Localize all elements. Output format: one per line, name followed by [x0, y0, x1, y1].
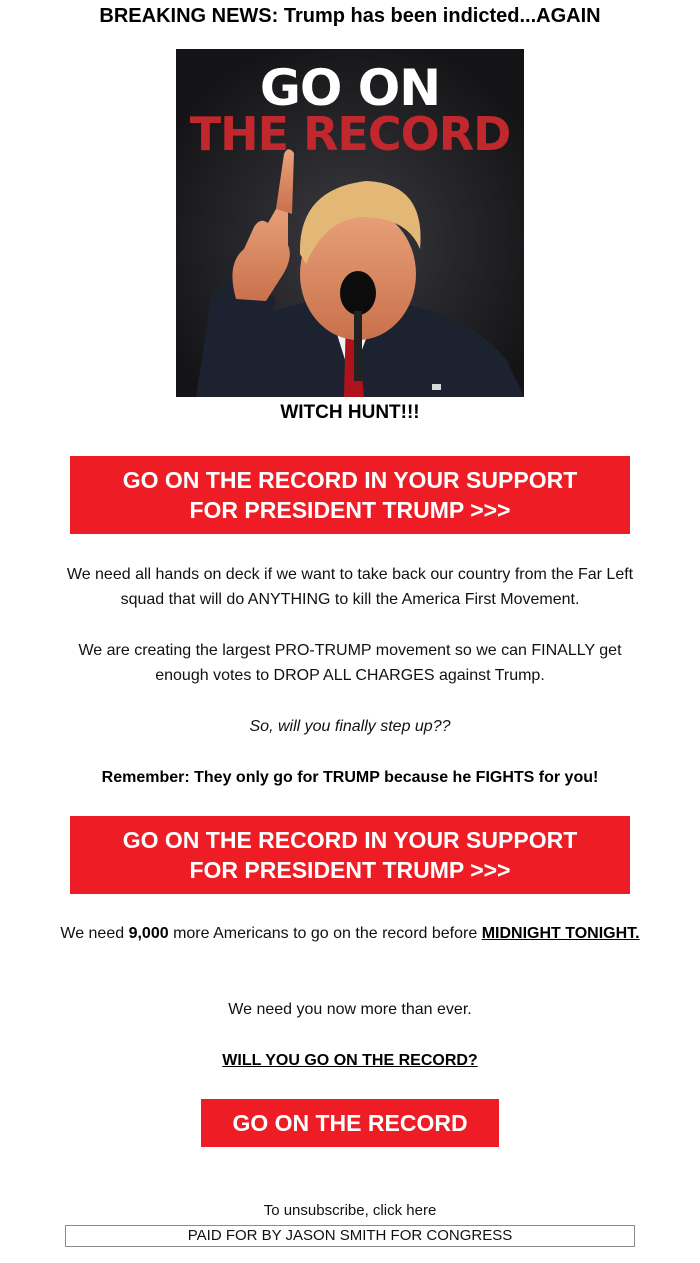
goal-count: 9,000	[128, 925, 169, 942]
hero-image[interactable]	[176, 49, 524, 397]
body-paragraph-2: We are creating the largest PRO-TRUMP movement so we can FINALLY get enough votes to DROP ALL CHARGES against Trump.	[78, 642, 622, 684]
headline: BREAKING NEWS: Trump has been indicted...AGAIN	[99, 5, 601, 27]
body-paragraph-reminder: Remember: They only go for TRUMP because he FIGHTS for you!	[101, 769, 599, 786]
body-paragraph-ask: WILL YOU GO ON THE RECORD?	[222, 1052, 478, 1069]
unsubscribe-link[interactable]: To unsubscribe, click here	[263, 1202, 437, 1219]
goal-deadline: MIDNIGHT TONIGHT.	[481, 925, 640, 942]
image-caption: WITCH HUNT!!!	[280, 402, 420, 423]
goal-text-before: We need	[60, 925, 129, 942]
goal-text-middle: more Americans to go on the record before	[168, 925, 482, 942]
hero-title-line1: GO ON	[259, 59, 441, 117]
hero-title-line2: THE RECORD	[189, 107, 511, 161]
body-paragraph-urgency: We need you now more than ever.	[228, 1001, 472, 1018]
body-paragraph-goal	[60, 921, 640, 946]
go-on-record-button[interactable]: GO ON THE RECORD	[201, 1099, 499, 1147]
support-cta-button-bottom[interactable]	[70, 816, 630, 894]
paid-for-disclaimer: PAID FOR BY JASON SMITH FOR CONGRESS	[65, 1225, 635, 1247]
support-cta-button-top[interactable]	[70, 456, 630, 534]
support-cta-label: GO ON THE RECORD IN YOUR SUPPORT FOR PRESIDENT TRUMP >>>	[122, 467, 578, 523]
support-cta-label: GO ON THE RECORD IN YOUR SUPPORT FOR PRESIDENT TRUMP >>>	[122, 827, 578, 883]
body-paragraph-1: We need all hands on deck if we want to take back our country from the Far Left squad that will do ANYTHING to kill the America First Movement.	[66, 566, 634, 608]
body-paragraph-question: So, will you finally step up??	[249, 718, 451, 735]
